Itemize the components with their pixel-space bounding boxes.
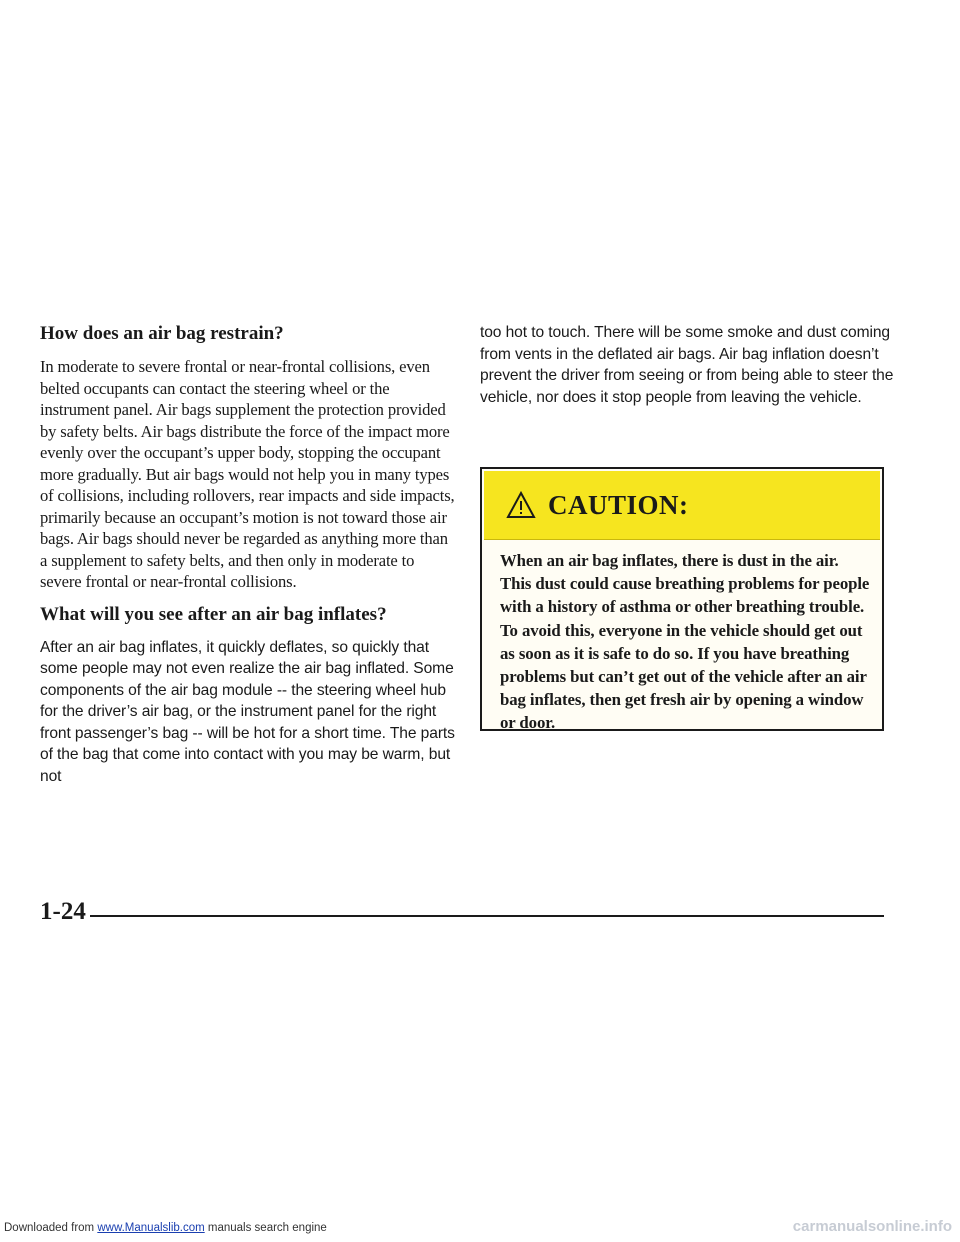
download-footer — [4, 1222, 327, 1234]
warning-triangle-icon — [506, 491, 536, 519]
watermark: carmanualsonline.info — [792, 1218, 952, 1235]
caution-label: CAUTION: — [548, 489, 689, 520]
paragraph-continued: too hot to touch. There will be some smoke and dust coming from vents in the deflated air bags. Air bag inflation doesn’t prevent the driver from seeing or from being able to steer the vehicle, nor does it stop people from leaving the vehicle. — [480, 324, 894, 406]
caution-header — [484, 471, 880, 540]
heading-after-inflation: What will you see after an air bag inflates? — [40, 603, 387, 625]
footer-rule — [90, 915, 884, 917]
download-footer-prefix: Downloaded from — [4, 1222, 98, 1234]
download-footer-suffix: manuals search engine — [204, 1222, 327, 1234]
paragraph-restrain: In moderate to severe frontal or near-frontal collisions, even belted occupants can contact the steering wheel or the instrument panel. Air bags supplement the protection provided by safety belts. Air bags distribute the force of the impact more evenly over the occupant’s upper body, stopping the occupant more gradually. But air bags would not help you in many types of collisions, including rollovers, rear impacts and side impacts, primarily because an occupant’s motion is not toward those air bags. Air bags should never be regarded as anything more than a supplement to safety belts, and then only in moderate to severe frontal or near-frontal collisions. — [40, 357, 455, 591]
right-column — [480, 322, 920, 408]
paragraph-after-inflation: After an air bag inflates, it quickly deflates, so quickly that some people may not even realize the air bag inflated. Some components of the air bag module -- the steering wheel hub for the driver’s air bag, or the instrument panel for the right front passenger’s bag -- will be hot for a short time. The parts of the bag that come into contact with you may be warm, but not — [40, 638, 455, 785]
caution-text: When an air bag inflates, there is dust in the air. This dust could cause breathing problems for people with a history of asthma or other breathing trouble. To avoid this, everyone in the vehicle should get out as soon as it is safe to do so. If you have breathing problems but can’t get out of the vehicle after an air bag inflates, then get fresh air by opening a window or door. — [500, 551, 870, 733]
caution-box — [480, 467, 884, 731]
page-number: 1-24 — [40, 898, 86, 925]
left-column — [40, 322, 458, 787]
manualslib-link[interactable]: www.Manualslib.com — [97, 1222, 205, 1234]
heading-how-air-bag-restrains: How does an air bag restrain? — [40, 323, 284, 344]
